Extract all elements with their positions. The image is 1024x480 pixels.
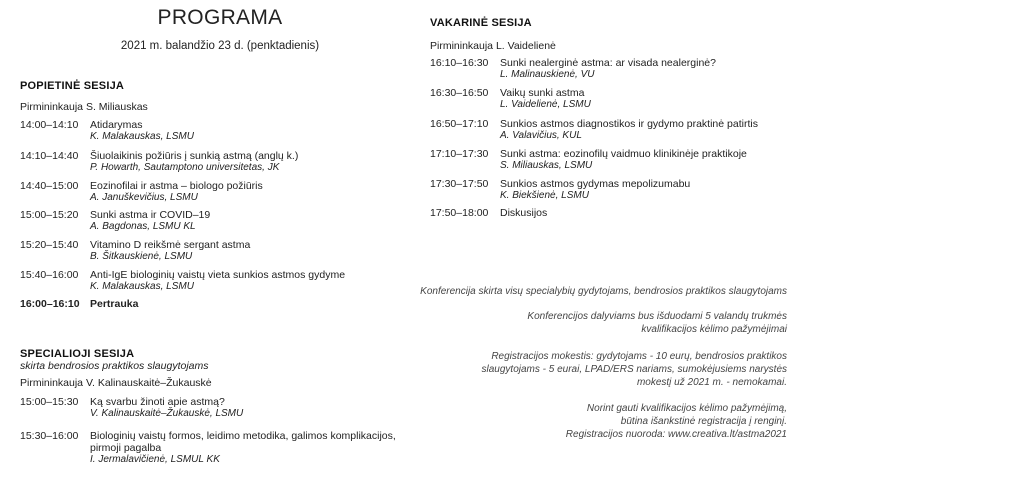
row-time: 17:30–17:50 (430, 178, 489, 190)
special-session-subtitle: skirta bendrosios praktikos slaugytojams (20, 360, 209, 372)
row-speaker: B. Šitkauskienė, LSMU (90, 251, 193, 262)
note-line: kvalifikacijos kėlimo pažymėjimai (641, 324, 787, 335)
row-speaker: A. Bagdonas, LSMU KL (90, 221, 196, 232)
row-speaker: I. Jermalavičienė, LSMUL KK (90, 454, 220, 465)
row-title: Eozinofilai ir astma – biologo požiūris (90, 180, 263, 192)
row-time: 16:00–16:10 (20, 298, 80, 310)
row-time: 14:10–14:40 (20, 150, 79, 162)
page-title: PROGRAMA (157, 6, 283, 29)
row-speaker: L. Malinauskienė, VU (500, 69, 595, 80)
row-title: Atidarymas (90, 119, 143, 131)
row-time: 14:40–15:00 (20, 180, 79, 192)
registration-note (566, 402, 787, 441)
row-time: 17:50–18:00 (430, 207, 489, 219)
note-line: mokestį už 2021 m. - nemokamai. (636, 377, 787, 388)
row-time: 15:20–15:40 (20, 239, 79, 251)
row-title: Pertrauka (90, 298, 139, 310)
row-time: 14:00–14:10 (20, 119, 79, 131)
note-line: Konferencijos dalyviams bus išduodami 5 valandų trukmės (527, 311, 787, 322)
row-speaker: S. Miliauskas, LSMU (500, 160, 593, 171)
row-time: 16:50–17:10 (430, 118, 489, 130)
row-speaker: K. Biekšienė, LSMU (500, 190, 589, 201)
row-speaker: V. Kalinauskaitė–Žukauskė, LSMU (90, 408, 244, 419)
morning-chair: Pirmininkauja S. Miliauskas (20, 101, 148, 113)
note-line: Konferencija skirta visų specialybių gydytojams, bendrosios praktikos slaugytojams (420, 286, 787, 297)
row-time: 16:30–16:50 (430, 87, 489, 99)
special-session-title: SPECIALIOJI SESIJA (20, 348, 135, 360)
row-title: Anti-IgE biologinių vaistų vieta sunkios astmos gydyme (90, 269, 346, 281)
row-speaker: P. Howarth, Sautamptono universitetas, JK (90, 162, 280, 173)
row-time: 15:40–16:00 (20, 269, 79, 281)
row-title: Biologinių vaistų formos, leidimo metodika, galimos komplikacijos, (90, 430, 396, 442)
note-line: Norint gauti kvalifikacijos kėlimo pažymėjimą, (586, 403, 787, 414)
row-title: Diskusijos (500, 207, 548, 219)
row-time: 16:10–16:30 (430, 57, 489, 69)
row-speaker: A. Valavičius, KUL (500, 130, 582, 141)
row-title-line2: pirmoji pagalba (90, 442, 162, 454)
morning-session-title: POPIETINĖ SESIJA (20, 80, 125, 92)
event-date: 2021 m. balandžio 23 d. (penktadienis) (120, 40, 320, 52)
row-title: Sunki nealerginė astma: ar visada nealerginė? (500, 57, 716, 69)
row-title: Sunki astma: eozinofilų vaidmuo klinikinėje praktikoje (500, 148, 747, 160)
row-speaker: K. Malakauskas, LSMU (90, 131, 194, 142)
row-time: 17:10–17:30 (430, 148, 489, 160)
row-time: 15:00–15:20 (20, 209, 79, 221)
note-line: būtina išankstinė registracija į renginį. (620, 416, 787, 427)
row-title: Ką svarbu žinoti apie astmą? (90, 396, 225, 408)
row-time: 15:00–15:30 (20, 396, 79, 408)
row-speaker: K. Malakauskas, LSMU (90, 281, 194, 292)
row-title: Šiuolaikinis požiūris į sunkią astmą (anglų k.) (90, 150, 299, 162)
row-time: 15:30–16:00 (20, 430, 79, 442)
evening-chair: Pirmininkauja L. Vaidelienė (430, 40, 556, 52)
registration-link[interactable]: Registracijos nuoroda: www.creativa.lt/astma2021 (565, 429, 787, 440)
row-title: Sunkios astmos gydymas mepolizumabu (500, 178, 691, 190)
row-speaker: L. Vaidelienė, LSMU (500, 99, 591, 110)
row-speaker: A. Januškevičius, LSMU (90, 192, 198, 203)
row-title: Vaikų sunki astma (500, 87, 585, 99)
row-title: Vitamino D reikšmė sergant astma (90, 239, 251, 251)
note-line: Registracijos mokestis: gydytojams - 10 eurų, bendrosios praktikos (491, 351, 787, 362)
fee-note (482, 350, 787, 389)
row-title: Sunkios astmos diagnostikos ir gydymo praktinė patirtis (500, 118, 758, 130)
row-title: Sunki astma ir COVID–19 (90, 209, 211, 221)
note-line: slaugytojams - 5 eurai, LPAD/ERS nariams, sumokėjusiems narystės (481, 364, 787, 375)
special-chair: Pirmininkauja V. Kalinauskaitė–Žukauskė (20, 377, 212, 389)
audience-note (420, 285, 787, 298)
certificate-note (527, 310, 787, 336)
evening-session-title: VAKARINĖ SESIJA (430, 17, 532, 29)
